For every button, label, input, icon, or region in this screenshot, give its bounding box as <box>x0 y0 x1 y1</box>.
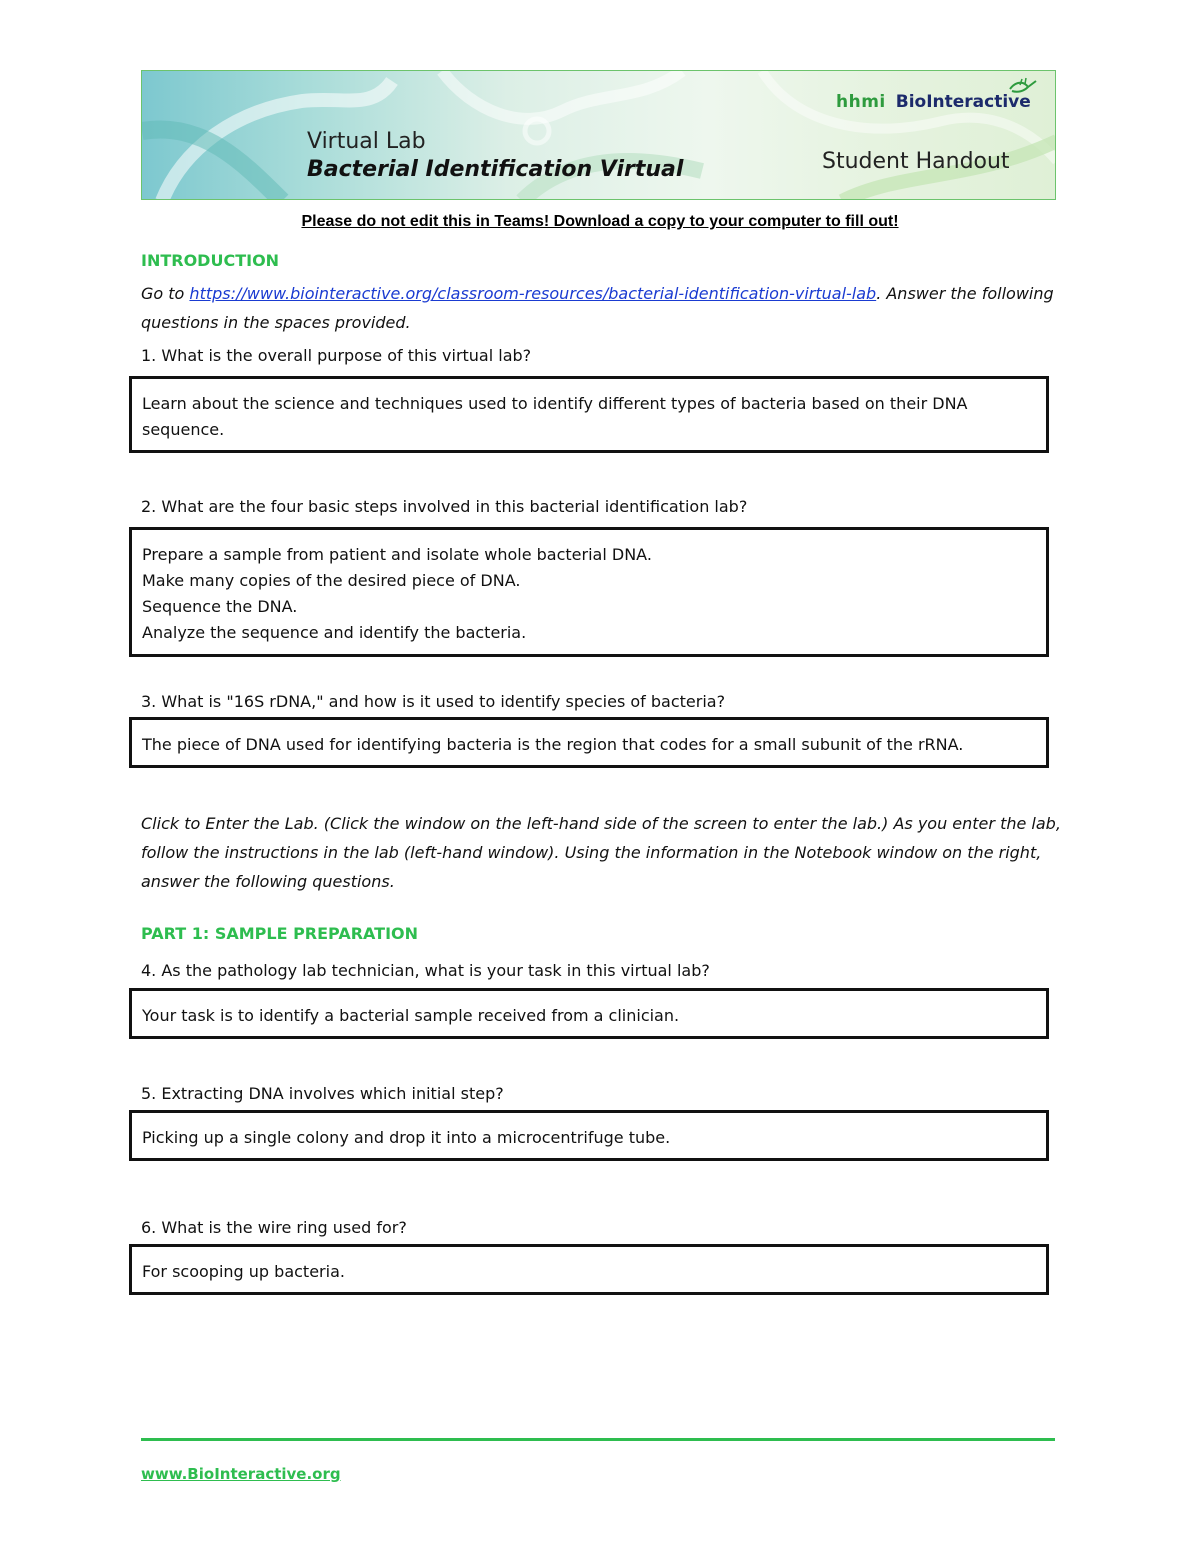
banner-subtitle: Bacterial Identification Virtual <box>307 157 684 182</box>
question-4 <box>141 961 710 980</box>
part1-heading: PART 1: SAMPLE PREPARATION <box>141 924 419 943</box>
question-number: 6. <box>141 1218 157 1237</box>
answer-box-4[interactable] <box>129 988 1049 1039</box>
question-5 <box>141 1084 504 1103</box>
question-text: What is the overall purpose of this virtual lab? <box>156 346 532 365</box>
introduction-instructions <box>141 279 1061 337</box>
answer-box-2[interactable] <box>129 527 1049 657</box>
question-1 <box>141 346 531 365</box>
banner-title: Virtual Lab <box>307 129 426 154</box>
question-number: 4. <box>141 961 157 980</box>
answer-box-6[interactable] <box>129 1244 1049 1295</box>
question-text: As the pathology lab technician, what is your task in this virtual lab? <box>156 961 710 980</box>
footer-divider <box>141 1438 1055 1441</box>
answer-line: For scooping up bacteria. <box>142 1262 345 1281</box>
question-text: What is the wire ring used for? <box>156 1218 407 1237</box>
question-text: What is "16S rDNA," and how is it used to identify species of bacteria? <box>156 692 726 711</box>
answer-box-1[interactable] <box>129 376 1049 453</box>
footer-website-link[interactable]: www.BioInteractive.org <box>141 1465 341 1483</box>
bird-icon <box>1006 75 1040 97</box>
answer-line: Sequence the DNA. <box>142 597 298 616</box>
question-3 <box>141 692 725 711</box>
biointeractive-lab-link[interactable]: https://www.biointeractive.org/classroom-resources/bacterial-identification-virtual-lab <box>189 284 877 303</box>
go-to-text: Go to <box>141 284 190 303</box>
student-handout-label: Student Handout <box>822 149 1010 174</box>
header-banner <box>141 70 1056 200</box>
logo-hhmi-text: hhmi <box>836 92 886 112</box>
answer-line: Learn about the science and techniques used to identify different types of bacteria based on their DNA sequence. <box>142 394 968 439</box>
question-number: 5. <box>141 1084 157 1103</box>
question-2 <box>141 497 747 516</box>
logo-biointeractive-text: BioInteractive <box>895 92 1031 112</box>
answer-line: The piece of DNA used for identifying bacteria is the region that codes for a small subunit of the rRNA. <box>142 735 964 754</box>
edit-notice: Please do not edit this in Teams! Download a copy to your computer to fill out! <box>301 213 899 230</box>
answer-line: Make many copies of the desired piece of DNA. <box>142 571 521 590</box>
question-number: 1. <box>141 346 157 365</box>
answer-instructions-text: . Answer the following questions in the spaces provided. <box>141 284 1054 332</box>
hhmi-biointeractive-logo <box>836 89 1031 115</box>
introduction-heading: INTRODUCTION <box>141 251 280 270</box>
answer-line: Picking up a single colony and drop it into a microcentrifuge tube. <box>142 1128 671 1147</box>
answer-box-3[interactable] <box>129 717 1049 768</box>
answer-box-5[interactable] <box>129 1110 1049 1161</box>
answer-line: Prepare a sample from patient and isolate whole bacterial DNA. <box>142 545 652 564</box>
question-6 <box>141 1218 407 1237</box>
answer-line: Your task is to identify a bacterial sample received from a clinician. <box>142 1006 680 1025</box>
question-text: What are the four basic steps involved in this bacterial identification lab? <box>156 497 748 516</box>
question-number: 2. <box>141 497 157 516</box>
enter-lab-instructions: Click to Enter the Lab. (Click the window on the left-hand side of the screen to enter the lab.) As you enter the lab, follow the instructions in the lab (left-hand window). Using the information in the Notebook window on the right, answer the following questions. <box>141 814 1061 891</box>
answer-line: Analyze the sequence and identify the bacteria. <box>142 623 527 642</box>
question-number: 3. <box>141 692 157 711</box>
question-text: Extracting DNA involves which initial step? <box>156 1084 504 1103</box>
